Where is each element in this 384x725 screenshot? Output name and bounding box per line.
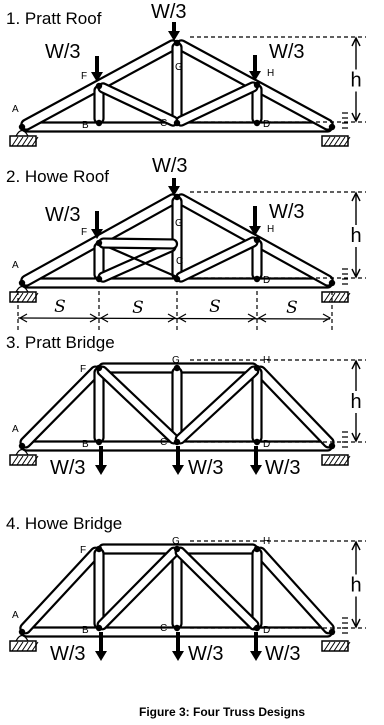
truss-member xyxy=(173,549,182,628)
pin-joint xyxy=(19,124,25,130)
figure-caption: Figure 3: Four Truss Designs xyxy=(138,705,306,719)
pin-joint xyxy=(96,439,102,445)
height-label: h xyxy=(350,225,362,247)
node-label: F xyxy=(81,227,88,238)
load-arrow xyxy=(151,1,187,41)
load-arrowhead xyxy=(250,651,262,661)
height-label: h xyxy=(350,69,362,92)
node-label: G xyxy=(175,218,183,229)
load-label: W/3 xyxy=(152,155,188,177)
pin-joint xyxy=(174,439,180,445)
load-label: W/3 xyxy=(45,204,81,226)
node-label: F xyxy=(80,545,87,556)
pin-joint xyxy=(96,546,102,552)
truss-member xyxy=(173,43,182,123)
node-label: D xyxy=(263,275,271,286)
truss-member xyxy=(253,368,262,442)
load-arrowhead xyxy=(168,31,180,41)
pin-joint xyxy=(329,629,335,635)
node-label: H xyxy=(267,224,275,235)
truss-member xyxy=(18,364,102,449)
pin-support xyxy=(10,636,38,652)
roller-marks xyxy=(342,269,348,284)
node-label: H xyxy=(267,68,275,79)
pin-support xyxy=(10,131,38,147)
node-label: A xyxy=(12,104,19,115)
node-label: F xyxy=(80,364,87,375)
pin-joint xyxy=(174,194,180,200)
load-arrowhead xyxy=(250,465,262,475)
pin-joint xyxy=(96,365,102,371)
load-arrowhead xyxy=(95,651,107,661)
load-arrow xyxy=(45,41,103,82)
truss-title: 3. Pratt Bridge xyxy=(6,333,115,352)
node-label: C xyxy=(176,256,184,267)
pin-joint xyxy=(329,280,335,286)
truss-member xyxy=(18,546,102,636)
pin-joint xyxy=(254,546,260,552)
load-label: W/3 xyxy=(265,457,301,479)
pin-joint xyxy=(254,82,260,88)
pin-joint xyxy=(96,276,102,282)
roller-marks xyxy=(342,432,348,447)
truss-pratt-roof xyxy=(6,1,366,146)
pin-joint xyxy=(254,237,260,243)
roller-marks xyxy=(342,618,348,633)
load-label: W/3 xyxy=(45,41,81,63)
height-label: h xyxy=(350,391,362,413)
node-label: C xyxy=(160,437,168,448)
load-label: W/3 xyxy=(50,457,86,479)
pin-joint xyxy=(19,629,25,635)
node-label: A xyxy=(12,610,19,621)
pin-joint xyxy=(329,443,335,449)
node-label: A xyxy=(12,424,19,435)
node-label: H xyxy=(263,355,271,366)
truss-member xyxy=(174,546,260,631)
pin-joint xyxy=(254,365,260,371)
pin-joint xyxy=(174,120,180,126)
node-label: G xyxy=(172,355,180,366)
truss-member xyxy=(96,365,180,446)
pin-joint xyxy=(254,276,260,282)
pin-joint xyxy=(96,83,102,89)
pin-joint xyxy=(96,240,102,246)
node-label: C xyxy=(160,118,168,129)
truss-pratt-bridge xyxy=(6,333,366,479)
node-label: D xyxy=(263,439,271,450)
truss-title: 4. Howe Bridge xyxy=(6,514,123,533)
node-label: D xyxy=(263,119,271,130)
truss-member xyxy=(173,368,182,442)
pin-support xyxy=(10,450,38,466)
pin-joint xyxy=(174,276,180,282)
truss-member xyxy=(253,549,262,628)
height-label: h xyxy=(350,574,362,597)
truss-member xyxy=(175,81,259,127)
pin-joint xyxy=(174,40,180,46)
node-label: B xyxy=(82,439,89,450)
node-label: D xyxy=(263,625,271,636)
pin-joint xyxy=(19,280,25,286)
load-arrowhead xyxy=(95,465,107,475)
load-label: W/3 xyxy=(50,643,86,665)
spacing-arrow-right xyxy=(323,314,330,322)
node-label: H xyxy=(263,536,271,547)
load-arrow xyxy=(249,201,305,236)
spacing-arrow-left xyxy=(259,314,266,322)
load-arrow xyxy=(45,204,103,239)
load-label: W/3 xyxy=(188,643,224,665)
pin-joint xyxy=(254,120,260,126)
load-label: W/3 xyxy=(151,1,187,23)
truss-howe-roof xyxy=(6,155,366,330)
spacing-dimension xyxy=(18,291,332,330)
pin-joint xyxy=(96,120,102,126)
node-label: G xyxy=(172,536,180,547)
spacing-label: S xyxy=(132,298,144,318)
node-label: B xyxy=(82,625,89,636)
roller-marks xyxy=(342,113,348,128)
truss-member xyxy=(174,365,260,446)
load-arrow xyxy=(249,41,305,81)
truss-member xyxy=(99,239,177,249)
pin-joint xyxy=(19,443,25,449)
node-label: G xyxy=(175,62,183,73)
pin-joint xyxy=(96,625,102,631)
node-label: A xyxy=(12,260,19,271)
truss-title: 1. Pratt Roof xyxy=(6,9,102,28)
truss-member xyxy=(95,368,104,442)
load-label: W/3 xyxy=(269,41,305,63)
load-label: W/3 xyxy=(265,643,301,665)
spacing-label: S xyxy=(54,297,66,317)
spacing-label: S xyxy=(286,298,298,318)
node-label: C xyxy=(160,623,168,634)
node-label: B xyxy=(82,120,89,131)
truss-member xyxy=(96,546,180,631)
pin-joint xyxy=(329,124,335,130)
truss-member xyxy=(175,236,259,283)
load-arrow xyxy=(152,155,188,196)
load-arrowhead xyxy=(172,465,184,475)
truss-howe-bridge xyxy=(6,514,366,665)
truss-member xyxy=(253,365,335,450)
load-arrowhead xyxy=(172,651,184,661)
pin-joint xyxy=(174,625,180,631)
spacing-label: S xyxy=(209,297,221,317)
pin-support xyxy=(10,287,38,303)
truss-title: 2. Howe Roof xyxy=(6,167,109,186)
spacing-arrow-right xyxy=(248,314,255,322)
truss-member xyxy=(253,546,335,636)
node-label: F xyxy=(81,71,88,82)
load-label: W/3 xyxy=(188,457,224,479)
truss-member xyxy=(95,549,104,628)
load-label: W/3 xyxy=(269,201,305,223)
